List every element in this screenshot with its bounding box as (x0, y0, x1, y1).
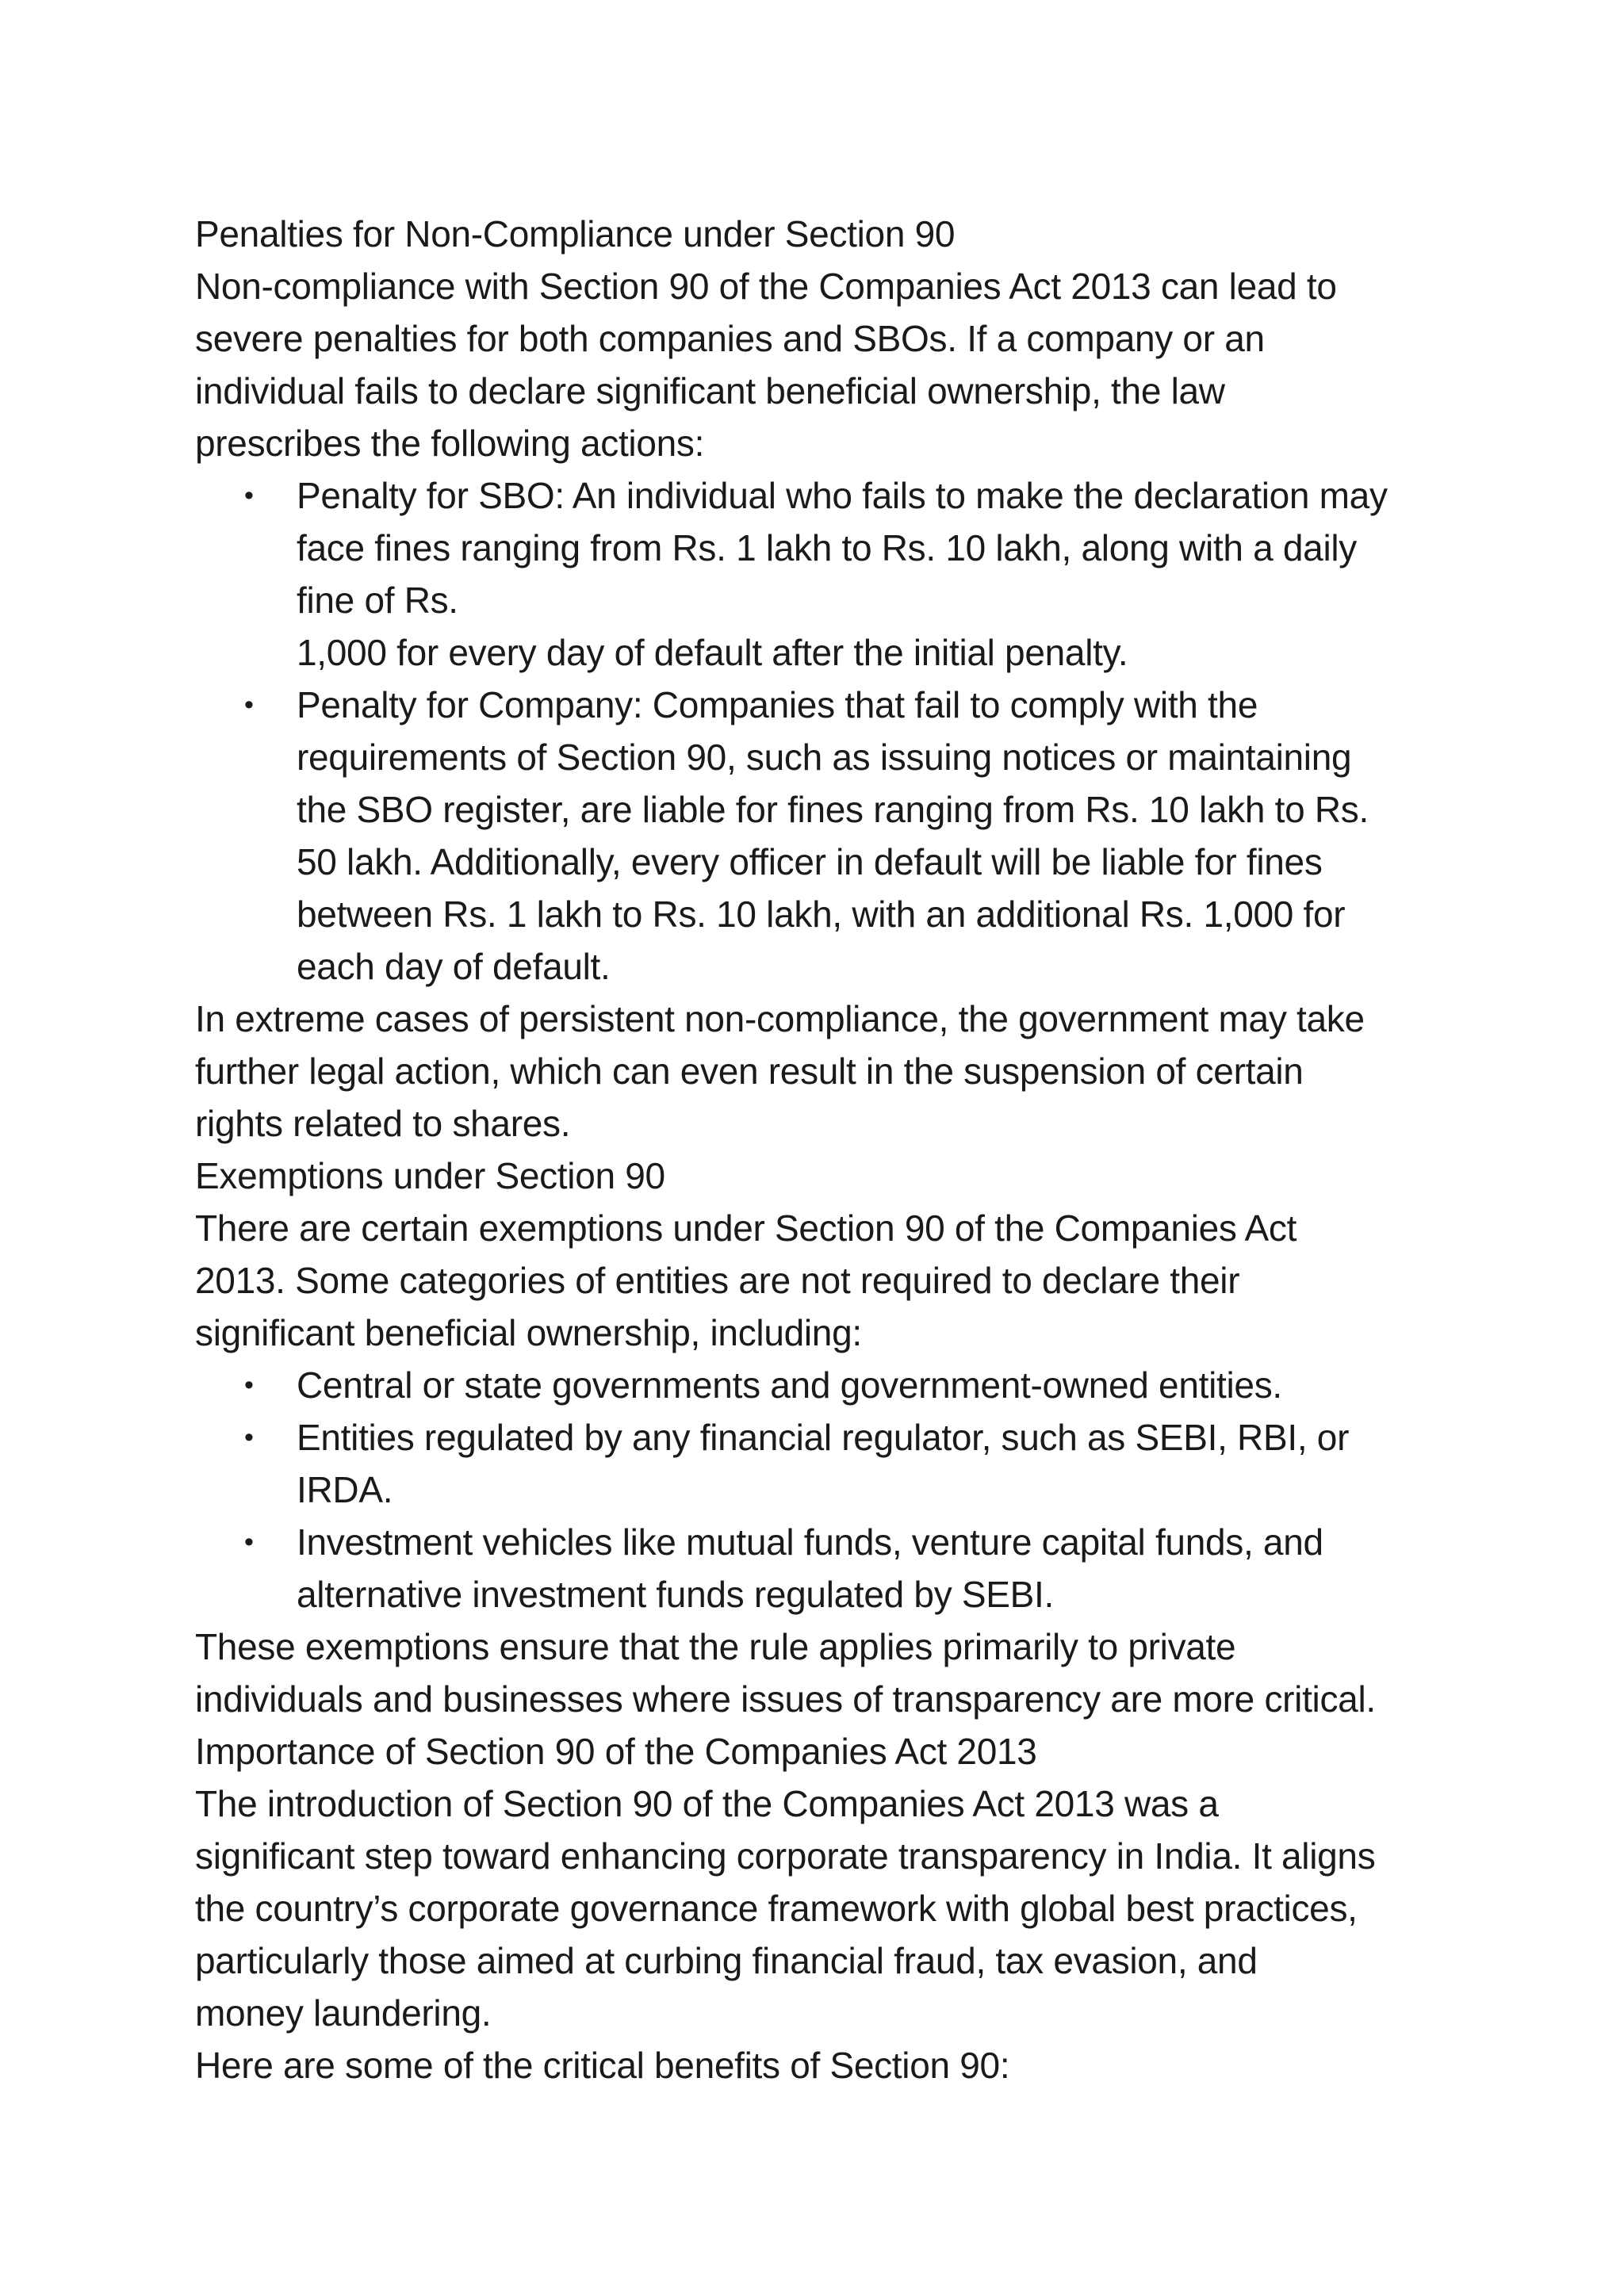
text-line: fine of Rs. (297, 580, 458, 621)
list-item-exemption-regulated-entities (195, 1411, 1464, 1516)
text-line: requirements of Section 90, such as issuing notices or maintaining (297, 737, 1352, 778)
text-line: particularly those aimed at curbing financial fraud, tax evasion, and (195, 1940, 1258, 1981)
section-heading-exemptions: Exemptions under Section 90 (195, 1155, 665, 1196)
paragraph-penalties-intro (195, 260, 1464, 469)
text-line: further legal action, which can even result in the suspension of certain (195, 1050, 1304, 1092)
bullet-list-penalties (195, 469, 1464, 993)
text-line: each day of default. (297, 946, 611, 987)
text-line: IRDA. (297, 1469, 393, 1510)
bullet-icon: • (244, 1422, 254, 1452)
text-line: the country’s corporate governance framework with global best practices, (195, 1888, 1358, 1929)
text-line: face fines ranging from Rs. 1 lakh to Rs. 10 lakh, along with a daily (297, 527, 1357, 568)
text-line: alternative investment funds regulated by SEBI. (297, 1574, 1055, 1615)
bullet-icon: • (244, 480, 254, 511)
text-line: Penalty for SBO: An individual who fails to make the declaration may (297, 475, 1388, 516)
bullet-list-exemptions (195, 1359, 1464, 1621)
text-line: money laundering. (195, 1992, 492, 2034)
list-item-exemption-investment-vehicles (195, 1516, 1464, 1621)
text-line: Non-compliance with Section 90 of the Companies Act 2013 can lead to (195, 266, 1337, 307)
text-line: Entities regulated by any financial regulator, such as SEBI, RBI, or (297, 1417, 1350, 1458)
list-item-exemption-governments (195, 1359, 1464, 1411)
paragraph-exemptions-intro (195, 1202, 1464, 1359)
paragraph-penalties-closing (195, 993, 1464, 1150)
text-line: These exemptions ensure that the rule applies primarily to private (195, 1626, 1236, 1667)
bullet-icon: • (244, 690, 254, 720)
text-line: In extreme cases of persistent non-compliance, the government may take (195, 998, 1365, 1039)
text-line: significant step toward enhancing corporate transparency in India. It aligns (195, 1835, 1376, 1877)
paragraph-importance-intro (195, 1777, 1464, 2039)
list-item-penalty-company (195, 679, 1464, 993)
text-line: the SBO register, are liable for fines ranging from Rs. 10 lakh to Rs. (297, 789, 1369, 830)
text-line: between Rs. 1 lakh to Rs. 10 lakh, with an additional Rs. 1,000 for (297, 894, 1346, 935)
text-line: severe penalties for both companies and SBOs. If a company or an (195, 318, 1265, 359)
document-body (195, 208, 1464, 2091)
text-line: individuals and businesses where issues of transparency are more critical. (195, 1678, 1376, 1720)
text-line: individual fails to declare significant beneficial ownership, the law (195, 370, 1225, 411)
text-line: The introduction of Section 90 of the Companies Act 2013 was a (195, 1783, 1219, 1824)
section-heading-penalties: Penalties for Non-Compliance under Section 90 (195, 213, 956, 254)
bullet-icon: • (244, 1527, 254, 1557)
text-line: rights related to shares. (195, 1103, 571, 1144)
text-line: 1,000 for every day of default after the initial penalty. (297, 632, 1128, 673)
bullet-icon: • (244, 1370, 254, 1400)
section-heading-importance: Importance of Section 90 of the Companies Act 2013 (195, 1731, 1037, 1772)
text-line: Investment vehicles like mutual funds, venture capital funds, and (297, 1521, 1323, 1563)
paragraph-exemptions-closing (195, 1621, 1464, 1725)
text-line: prescribes the following actions: (195, 423, 705, 464)
paragraph-benefits-lead: Here are some of the critical benefits of Section 90: (195, 2045, 1010, 2086)
text-line: 2013. Some categories of entities are not required to declare their (195, 1260, 1240, 1301)
text-line: 50 lakh. Additionally, every officer in default will be liable for fines (297, 841, 1323, 882)
text-line: There are certain exemptions under Section 90 of the Companies Act (195, 1207, 1297, 1249)
text-line: Central or state governments and government-owned entities. (297, 1364, 1282, 1406)
text-line: significant beneficial ownership, including: (195, 1312, 862, 1353)
text-line: Penalty for Company: Companies that fail to comply with the (297, 684, 1258, 725)
list-item-penalty-sbo (195, 469, 1464, 679)
